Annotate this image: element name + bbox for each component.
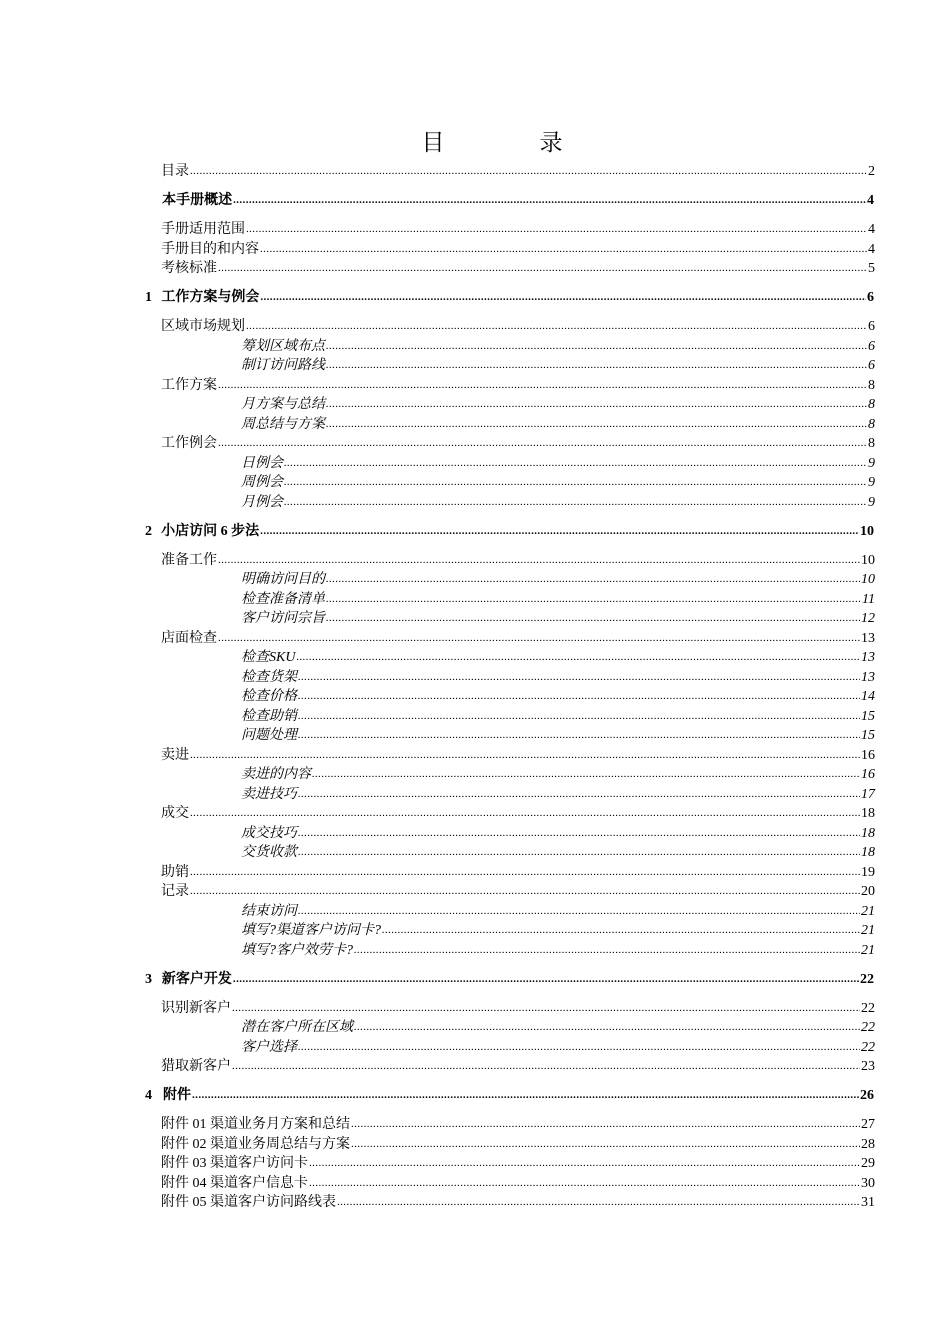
toc-entry-page: 16	[861, 767, 875, 782]
toc-entry-page: 5	[868, 261, 875, 276]
toc-leader-dots	[218, 376, 867, 394]
toc-entry-title: 附件 01 渠道业务月方案和总结	[161, 1117, 350, 1132]
toc-entry[interactable]	[241, 844, 875, 862]
toc-leader-dots	[298, 1038, 860, 1056]
toc-leader-dots	[246, 317, 867, 335]
toc-entry-page: 22	[860, 971, 874, 987]
toc-entry-title: 结束访问	[241, 903, 297, 919]
toc-entry[interactable]	[241, 649, 875, 667]
toc-leader-dots	[298, 785, 860, 803]
toc-entry-title: 检查SKU	[241, 650, 296, 665]
toc-entry[interactable]	[241, 766, 875, 784]
toc-entry-page: 4	[867, 193, 874, 208]
toc-leader-dots	[326, 570, 860, 588]
toc-entry[interactable]	[241, 1019, 875, 1037]
toc-entry[interactable]	[241, 708, 875, 726]
toc-entry-page: 19	[861, 864, 875, 880]
toc-entry-title: 手册目的和内容	[161, 241, 259, 257]
toc-leader-dots	[284, 493, 867, 511]
toc-entry-page: 15	[861, 708, 875, 724]
toc-leader-dots	[233, 191, 866, 209]
toc-leader-dots	[218, 259, 867, 277]
toc-leader-dots	[326, 337, 867, 355]
toc-leader-dots	[298, 726, 860, 744]
toc-leader-dots	[190, 746, 860, 764]
toc-entry-title: 工作方案与例会	[161, 290, 260, 305]
toc-entry-page: 9	[868, 455, 875, 471]
toc-entry-page: 31	[861, 1195, 875, 1210]
toc-entry-title: 成交	[161, 806, 189, 821]
toc-entry-page: 17	[861, 786, 875, 802]
toc-entry[interactable]	[161, 552, 875, 570]
toc-entry[interactable]	[161, 318, 875, 336]
toc-leader-dots	[284, 454, 867, 472]
toc-entry[interactable]	[241, 1039, 875, 1057]
toc-entry[interactable]	[241, 688, 875, 706]
toc-leader-dots	[190, 882, 860, 900]
toc-entry-page: 23	[861, 1059, 875, 1074]
toc-leader-dots	[382, 921, 860, 939]
toc-entry-title: 卖进的内容	[241, 767, 311, 782]
toc-entry[interactable]	[161, 1136, 875, 1154]
toc-entry-title: 填写?客户效劳卡?	[241, 942, 353, 958]
toc-entry-page: 8	[868, 436, 875, 451]
toc-entry-page: 6	[868, 319, 875, 334]
toc-entry[interactable]	[161, 435, 875, 453]
toc-entry[interactable]	[161, 260, 875, 278]
toc-entry[interactable]	[241, 455, 875, 473]
toc-entry-title: 制订访问路线	[241, 358, 325, 373]
toc-entry-page: 14	[861, 689, 875, 704]
toc-entry-page: 10	[860, 523, 874, 539]
toc-entry[interactable]	[241, 727, 875, 745]
toc-entry-page: 21	[861, 903, 875, 919]
toc-entry-page: 11	[862, 591, 875, 607]
toc-entry[interactable]	[161, 883, 875, 901]
toc-entry-page: 27	[861, 1117, 875, 1132]
toc-entry-title: 目录	[161, 164, 189, 179]
toc-leader-dots	[312, 765, 860, 783]
toc-entry-page: 28	[861, 1136, 875, 1152]
toc-leader-dots	[218, 551, 860, 569]
toc-entry-number: 1	[145, 290, 152, 305]
toc-entry-title: 筹划区域布点	[241, 338, 325, 354]
toc-entry-page: 13	[861, 669, 875, 685]
toc-entry-page: 8	[868, 377, 875, 393]
toc-entry-title: 卖进	[161, 747, 189, 763]
toc-entry-title: 记录	[161, 884, 189, 899]
toc-leader-dots	[351, 1135, 860, 1153]
toc-entry-title: 附件	[163, 1088, 192, 1103]
toc-entry-title: 检查货架	[241, 669, 297, 685]
toc-entry[interactable]	[161, 1000, 875, 1018]
toc-entry-page: 30	[861, 1175, 875, 1191]
toc-leader-dots	[233, 970, 859, 988]
toc-entry-title: 交货收款	[241, 845, 297, 860]
toc-entry-page: 8	[868, 416, 875, 432]
toc-entry-title: 小店访问 6 步法	[161, 523, 260, 539]
toc-entry[interactable]	[161, 1058, 875, 1076]
toc-entry[interactable]	[161, 377, 875, 395]
toc-entry-title: 附件 03 渠道客户访问卡	[161, 1156, 308, 1171]
toc-leader-dots	[218, 629, 860, 647]
toc-entry-page: 13	[861, 630, 875, 646]
toc-entry-number: 4	[145, 1088, 152, 1103]
toc-entry-page: 26	[860, 1088, 874, 1103]
toc-leader-dots	[351, 1115, 860, 1133]
toc-entry[interactable]	[241, 357, 875, 375]
toc-leader-dots	[354, 941, 860, 959]
toc-leader-dots	[326, 609, 860, 627]
toc-entry-title: 检查价格	[241, 689, 297, 704]
toc-entry-page: 9	[868, 475, 875, 490]
toc-entry-page: 22	[861, 1000, 875, 1016]
toc-entry-page: 4	[868, 241, 875, 257]
toc-entry[interactable]	[161, 1194, 875, 1212]
toc-entry[interactable]	[241, 416, 875, 434]
toc-entry[interactable]	[241, 338, 875, 356]
toc-entry[interactable]	[241, 903, 875, 921]
toc-entry[interactable]	[241, 825, 875, 843]
toc-leader-dots	[326, 415, 867, 433]
toc-entry-title: 考核标准	[161, 261, 217, 276]
toc-entry-page: 8	[868, 397, 875, 412]
toc-entry-title: 检查助销	[241, 708, 297, 724]
toc-leader-dots	[246, 220, 867, 238]
toc-entry[interactable]	[241, 474, 875, 492]
toc-leader-dots	[190, 162, 867, 180]
toc-entry[interactable]	[241, 610, 875, 628]
toc-leader-dots	[298, 843, 860, 861]
toc-entry[interactable]	[161, 630, 875, 648]
toc-entry-title: 明确访问目的	[241, 572, 325, 587]
toc-leader-dots	[298, 824, 860, 842]
toc-entry[interactable]	[161, 805, 875, 823]
toc-leader-dots	[192, 1086, 859, 1104]
toc-entry[interactable]	[145, 523, 874, 541]
toc-leader-dots	[298, 707, 860, 725]
toc-leader-dots	[337, 1193, 860, 1211]
toc-entry-page: 21	[861, 923, 875, 938]
toc-entry-title: 本手册概述	[162, 193, 233, 208]
toc-leader-dots	[190, 804, 860, 822]
toc-entry-title: 客户选择	[241, 1039, 297, 1055]
toc-entry[interactable]	[241, 396, 875, 414]
toc-leader-dots	[296, 648, 860, 666]
toc-leader-dots	[326, 590, 861, 608]
toc-leader-dots	[326, 356, 867, 374]
toc-leader-dots	[354, 1018, 860, 1036]
toc-entry-title: 识别新客户	[161, 1000, 231, 1016]
toc-entry[interactable]	[145, 289, 874, 307]
toc-entry-title: 周例会	[241, 475, 283, 490]
toc-leader-dots	[298, 668, 860, 686]
toc-leader-dots	[298, 687, 860, 705]
toc-entry-page: 13	[861, 650, 875, 665]
toc-entry-page: 6	[867, 290, 874, 305]
toc-entry-title: 问题处理	[241, 728, 297, 743]
toc-entry[interactable]	[241, 942, 875, 960]
toc-entry-page: 9	[868, 494, 875, 510]
toc-entry[interactable]	[161, 1155, 875, 1173]
toc-leader-dots	[232, 1057, 860, 1075]
toc-entry-number: 2	[145, 523, 152, 539]
toc-entry-page: 6	[868, 338, 875, 354]
toc-entry[interactable]	[161, 163, 875, 181]
toc-entry-page: 16	[861, 747, 875, 763]
toc-leader-dots	[232, 999, 860, 1017]
toc-entry-page: 20	[861, 884, 875, 899]
toc-entry-page: 18	[861, 845, 875, 860]
toc-entry-page: 22	[861, 1020, 875, 1035]
toc-entry-page: 10	[861, 552, 875, 568]
toc-entry[interactable]	[145, 192, 874, 210]
toc-title: 目 录	[421, 130, 599, 156]
toc-entry[interactable]	[161, 1116, 875, 1134]
toc-entry[interactable]	[145, 1087, 874, 1105]
toc-entry-page: 22	[861, 1039, 875, 1055]
toc-entry[interactable]	[241, 786, 875, 804]
toc-entry-title: 检查准备清单	[241, 591, 325, 607]
toc-entry-title: 潜在客户所在区域	[241, 1020, 353, 1035]
toc-entry-page: 15	[861, 728, 875, 743]
toc-entry[interactable]	[241, 494, 875, 512]
toc-leader-dots	[309, 1154, 860, 1172]
toc-leader-dots	[190, 863, 860, 881]
toc-entry[interactable]	[241, 669, 875, 687]
toc-entry-page: 21	[861, 942, 875, 958]
toc-leader-dots	[260, 288, 866, 306]
toc-entry-page: 10	[861, 572, 875, 587]
toc-entry-page: 2	[868, 164, 875, 179]
toc-entry[interactable]	[161, 747, 875, 765]
toc-entry-title: 猎取新客户	[161, 1059, 231, 1074]
toc-entry-title: 附件 02 渠道业务周总结与方案	[161, 1136, 350, 1152]
toc-entry-title: 区域市场规划	[161, 319, 245, 334]
toc-entry-page: 18	[861, 825, 875, 841]
toc-entry-page: 6	[868, 358, 875, 373]
toc-entry-title: 填写?渠道客户访问卡?	[241, 923, 381, 938]
toc-entry-title: 周总结与方案	[241, 416, 325, 432]
toc-entry-title: 附件 05 渠道客户访问路线表	[161, 1195, 336, 1210]
toc-entry-title: 客户访问宗旨	[241, 611, 325, 626]
toc-leader-dots	[260, 522, 859, 540]
toc-leader-dots	[260, 240, 867, 258]
toc-entry-title: 准备工作	[161, 552, 217, 568]
toc-entry-title: 月方案与总结	[241, 397, 325, 412]
toc-entry[interactable]	[161, 1175, 875, 1193]
toc-entry[interactable]	[145, 971, 874, 989]
toc-leader-dots	[309, 1174, 860, 1192]
toc-entry[interactable]	[161, 241, 875, 259]
toc-entry-title: 日例会	[241, 455, 283, 471]
toc-entry-title: 月例会	[241, 494, 283, 510]
toc-entry-number: 3	[145, 971, 152, 987]
toc-entry-title: 工作例会	[161, 436, 217, 451]
toc-entry[interactable]	[161, 864, 875, 882]
toc-entry-page: 12	[861, 611, 875, 626]
toc-entry-title: 工作方案	[161, 377, 217, 393]
toc-entry-title: 店面检查	[161, 630, 217, 646]
toc-entry[interactable]	[161, 221, 875, 239]
toc-entry[interactable]	[241, 922, 875, 940]
toc-leader-dots	[284, 473, 867, 491]
toc-leader-dots	[326, 395, 867, 413]
toc-entry[interactable]	[241, 591, 875, 609]
toc-entry-title: 成交技巧	[241, 825, 297, 841]
toc-entry-title: 手册适用范围	[161, 222, 245, 237]
toc-leader-dots	[298, 902, 860, 920]
toc-entry-title: 附件 04 渠道客户信息卡	[161, 1175, 308, 1191]
toc-entry-title: 卖进技巧	[241, 786, 297, 802]
toc-entry-title: 助销	[161, 864, 189, 880]
toc-entry-title: 新客户开发	[161, 971, 232, 987]
toc-entry-page: 4	[868, 222, 875, 237]
toc-leader-dots	[218, 434, 867, 452]
toc-entry[interactable]	[241, 571, 875, 589]
toc-entry-page: 29	[861, 1156, 875, 1171]
toc-entry-page: 18	[861, 806, 875, 821]
